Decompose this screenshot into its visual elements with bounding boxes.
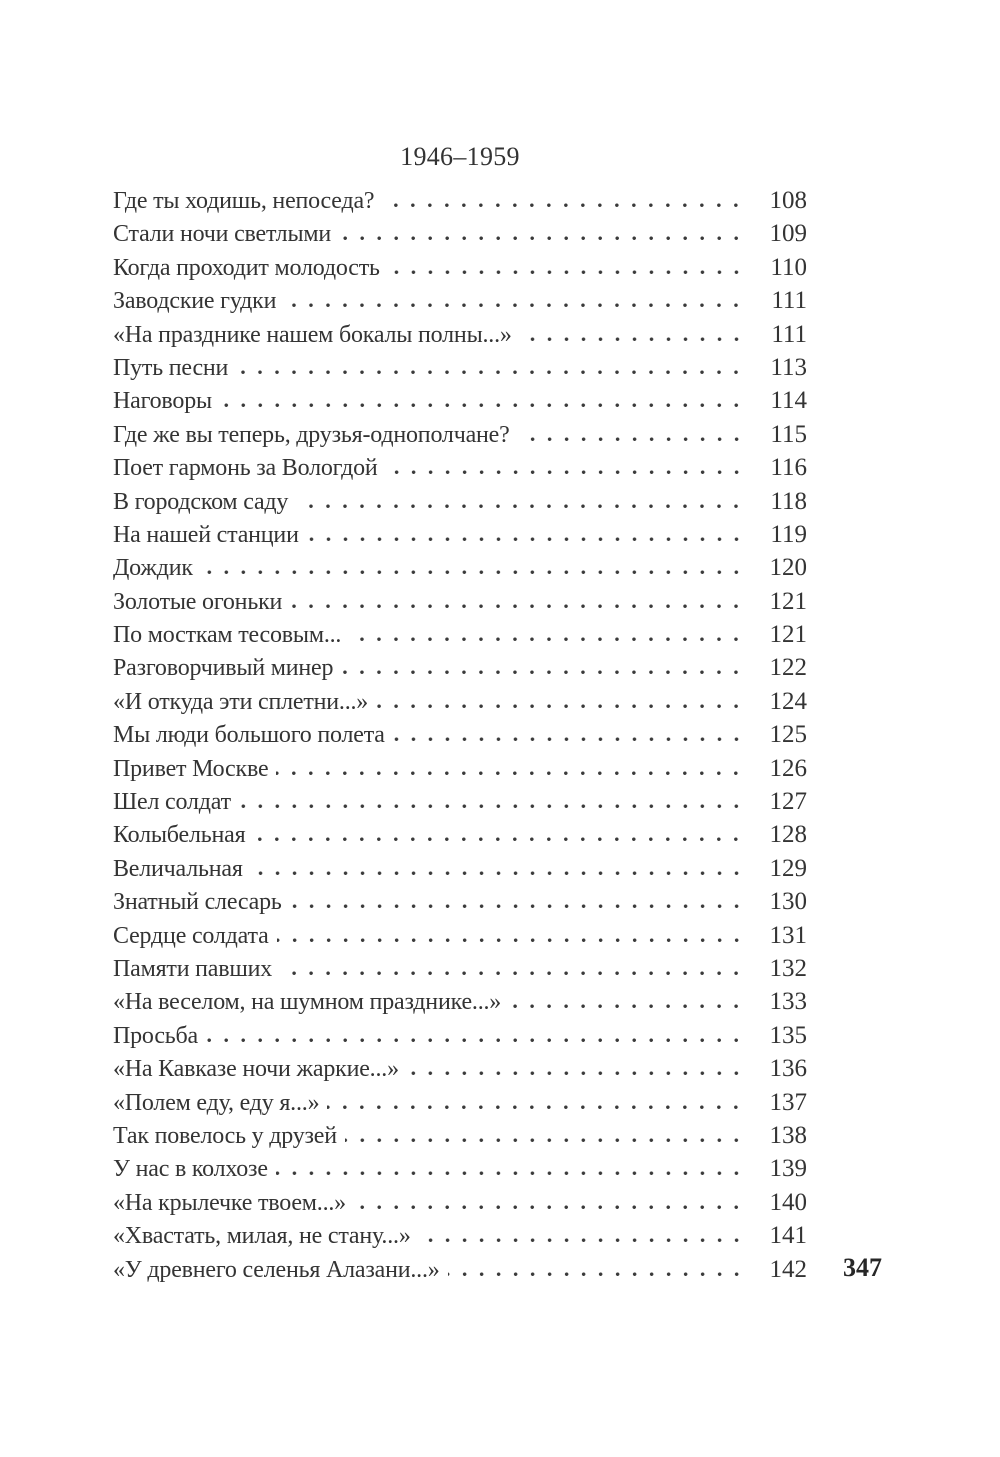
toc-entry	[113, 785, 807, 818]
toc-entry-title: Величальная	[113, 855, 243, 882]
toc-entry-page: 114	[770, 387, 807, 415]
toc-entry-page: 142	[769, 1255, 807, 1283]
dot-leader	[407, 1071, 751, 1076]
toc-entry-title: Путь песни	[113, 354, 229, 381]
toc-entry	[113, 418, 807, 451]
dot-leader	[327, 1105, 751, 1110]
dot-leader	[388, 270, 751, 275]
toc-entry-page: 120	[769, 554, 807, 582]
toc-entry	[113, 985, 807, 1018]
toc-entry-title: Просьба	[113, 1022, 198, 1049]
dot-leader	[201, 570, 751, 575]
dot-leader	[253, 837, 751, 842]
toc-entry	[113, 919, 807, 952]
toc-entry-page: 110	[770, 253, 807, 281]
dot-leader	[393, 737, 751, 742]
toc-entry-title: «На веселом, на шумном празднике...»	[113, 989, 502, 1016]
toc-entry-page: 138	[769, 1121, 807, 1149]
toc-entry	[113, 1119, 807, 1152]
dot-leader	[509, 1004, 751, 1009]
toc-entry	[113, 952, 807, 985]
dot-leader	[296, 504, 751, 509]
toc-entry	[113, 685, 807, 718]
toc-entry-page: 108	[769, 187, 807, 214]
dot-leader	[276, 771, 751, 776]
toc-entry-title: В городском саду	[113, 488, 289, 515]
toc-entry-title: «На крылечке твоем...»	[113, 1189, 346, 1216]
dot-leader	[448, 1272, 751, 1277]
toc-entry-title: Памяти павших	[113, 955, 273, 982]
dot-leader	[290, 904, 751, 909]
dot-leader	[345, 1138, 751, 1143]
toc-entry	[113, 217, 807, 250]
toc-entry-title: «На празднике нашем бокалы полны...»	[113, 321, 512, 348]
toc-entry-title: Так повелось у друзей	[113, 1122, 337, 1149]
toc-entry-page: 122	[769, 654, 807, 682]
toc-entry	[113, 451, 807, 484]
toc-entry-title: Стали ночи светлыми	[113, 221, 332, 248]
toc-entry	[113, 384, 807, 417]
toc-entry-page: 119	[770, 520, 807, 548]
toc-entry-page: 111	[771, 320, 807, 348]
toc-entry-page: 129	[769, 854, 807, 882]
toc-entry-page: 132	[769, 954, 807, 982]
toc-entry	[113, 1219, 807, 1252]
dot-leader	[284, 303, 751, 308]
toc-entry-title: «На Кавказе ночи жаркие...»	[113, 1056, 399, 1083]
toc-entry-page: 128	[769, 821, 807, 849]
toc-entry-title: Колыбельная	[113, 822, 246, 849]
toc-entry-title: Где ты ходишь, непоседа?	[113, 188, 375, 214]
toc-entry	[113, 852, 807, 885]
toc-entry-title: Мы люди большого полета	[113, 722, 385, 749]
dot-leader	[206, 1038, 751, 1043]
dot-leader	[382, 203, 751, 208]
dot-leader	[386, 470, 751, 475]
toc-entry	[113, 585, 807, 618]
dot-leader	[239, 804, 751, 809]
toc-entry-title: Заводские гудки	[113, 288, 277, 315]
toc-entry	[113, 251, 807, 284]
toc-entry-title: Дождик	[113, 555, 193, 582]
toc-list	[113, 184, 807, 1286]
toc-entry-title: «Хвастать, милая, не стану...»	[113, 1223, 411, 1250]
toc-entry-title: На нашей станции	[113, 521, 299, 548]
section-title: 1946–1959	[400, 142, 520, 171]
dot-leader	[290, 604, 751, 609]
toc-entry	[113, 518, 807, 551]
toc-entry-page: 131	[769, 921, 807, 949]
dot-leader	[520, 337, 751, 342]
toc-entry	[113, 818, 807, 851]
toc-entry-title: Сердце солдата	[113, 922, 269, 949]
toc-entry	[113, 651, 807, 684]
dot-leader	[280, 971, 751, 976]
toc-entry-page: 115	[770, 420, 807, 448]
toc-entry	[113, 618, 807, 651]
toc-column	[113, 139, 807, 1286]
toc-entry	[113, 1019, 807, 1052]
toc-entry	[113, 885, 807, 918]
toc-entry-page: 135	[769, 1021, 807, 1049]
toc-entry-page: 125	[769, 721, 807, 749]
dot-leader	[349, 637, 751, 642]
dot-leader	[251, 871, 751, 876]
toc-entry	[113, 351, 807, 384]
dot-leader	[339, 236, 751, 241]
toc-entry-page: 139	[769, 1155, 807, 1183]
toc-entry-page: 121	[769, 621, 807, 649]
toc-entry-title: Шел солдат	[113, 789, 231, 816]
toc-entry-title: Наговоры	[113, 388, 212, 415]
toc-entry	[113, 1086, 807, 1119]
dot-leader	[277, 938, 751, 943]
toc-entry-page: 136	[769, 1055, 807, 1083]
dot-leader	[419, 1238, 751, 1243]
toc-entry-page: 141	[769, 1222, 807, 1250]
toc-entry-page: 130	[769, 888, 807, 916]
dot-leader	[236, 370, 751, 375]
dot-leader	[220, 403, 751, 408]
toc-entry-page: 133	[769, 988, 807, 1016]
toc-entry	[113, 718, 807, 751]
toc-entry-title: У нас в колхозе	[113, 1156, 268, 1183]
toc-entry	[113, 1152, 807, 1185]
toc-entry-page: 127	[769, 788, 807, 816]
toc-entry-title: «Полем еду, еду я...»	[113, 1089, 320, 1116]
toc-entry-page: 113	[770, 353, 807, 381]
dot-leader	[341, 670, 751, 675]
toc-entry-title: «И откуда эти сплетни...»	[113, 688, 369, 715]
toc-entry-page: 140	[769, 1188, 807, 1216]
dot-leader	[307, 537, 751, 542]
toc-entry-page: 111	[771, 287, 807, 315]
toc-entry	[113, 1253, 807, 1286]
dot-leader	[518, 437, 751, 442]
toc-entry-page: 118	[770, 487, 807, 515]
toc-entry	[113, 1186, 807, 1219]
toc-entry-title: Где же вы теперь, друзья-однополчане?	[113, 421, 510, 448]
toc-entry-title: Знатный слесарь	[113, 889, 282, 916]
toc-entry-page: 137	[769, 1088, 807, 1116]
dot-leader	[276, 1171, 751, 1176]
toc-entry	[113, 752, 807, 785]
toc-entry-page: 121	[769, 587, 807, 615]
page-number: 347	[843, 1253, 882, 1282]
toc-entry	[113, 318, 807, 351]
toc-entry	[113, 284, 807, 317]
toc-entry-page: 109	[769, 220, 807, 248]
toc-entry-title: По мосткам тесовым...	[113, 622, 342, 649]
toc-entry-page: 126	[769, 754, 807, 782]
toc-entry	[113, 184, 807, 217]
toc-entry-title: Разговорчивый минер	[113, 655, 334, 682]
toc-entry-title: Поет гармонь за Вологдой	[113, 455, 378, 482]
toc-entry	[113, 551, 807, 584]
toc-entry	[113, 485, 807, 518]
toc-entry-title: «У древнего селенья Алазани...»	[113, 1256, 440, 1283]
toc-entry	[113, 1052, 807, 1085]
toc-entry-page: 124	[769, 687, 807, 715]
toc-entry-title: Привет Москве	[113, 755, 269, 782]
toc-entry-title: Золотые огоньки	[113, 588, 283, 615]
dot-leader	[354, 1205, 751, 1210]
dot-leader	[376, 704, 751, 709]
toc-entry-title: Когда проходит молодость	[113, 254, 380, 281]
toc-entry-page: 116	[770, 454, 807, 482]
